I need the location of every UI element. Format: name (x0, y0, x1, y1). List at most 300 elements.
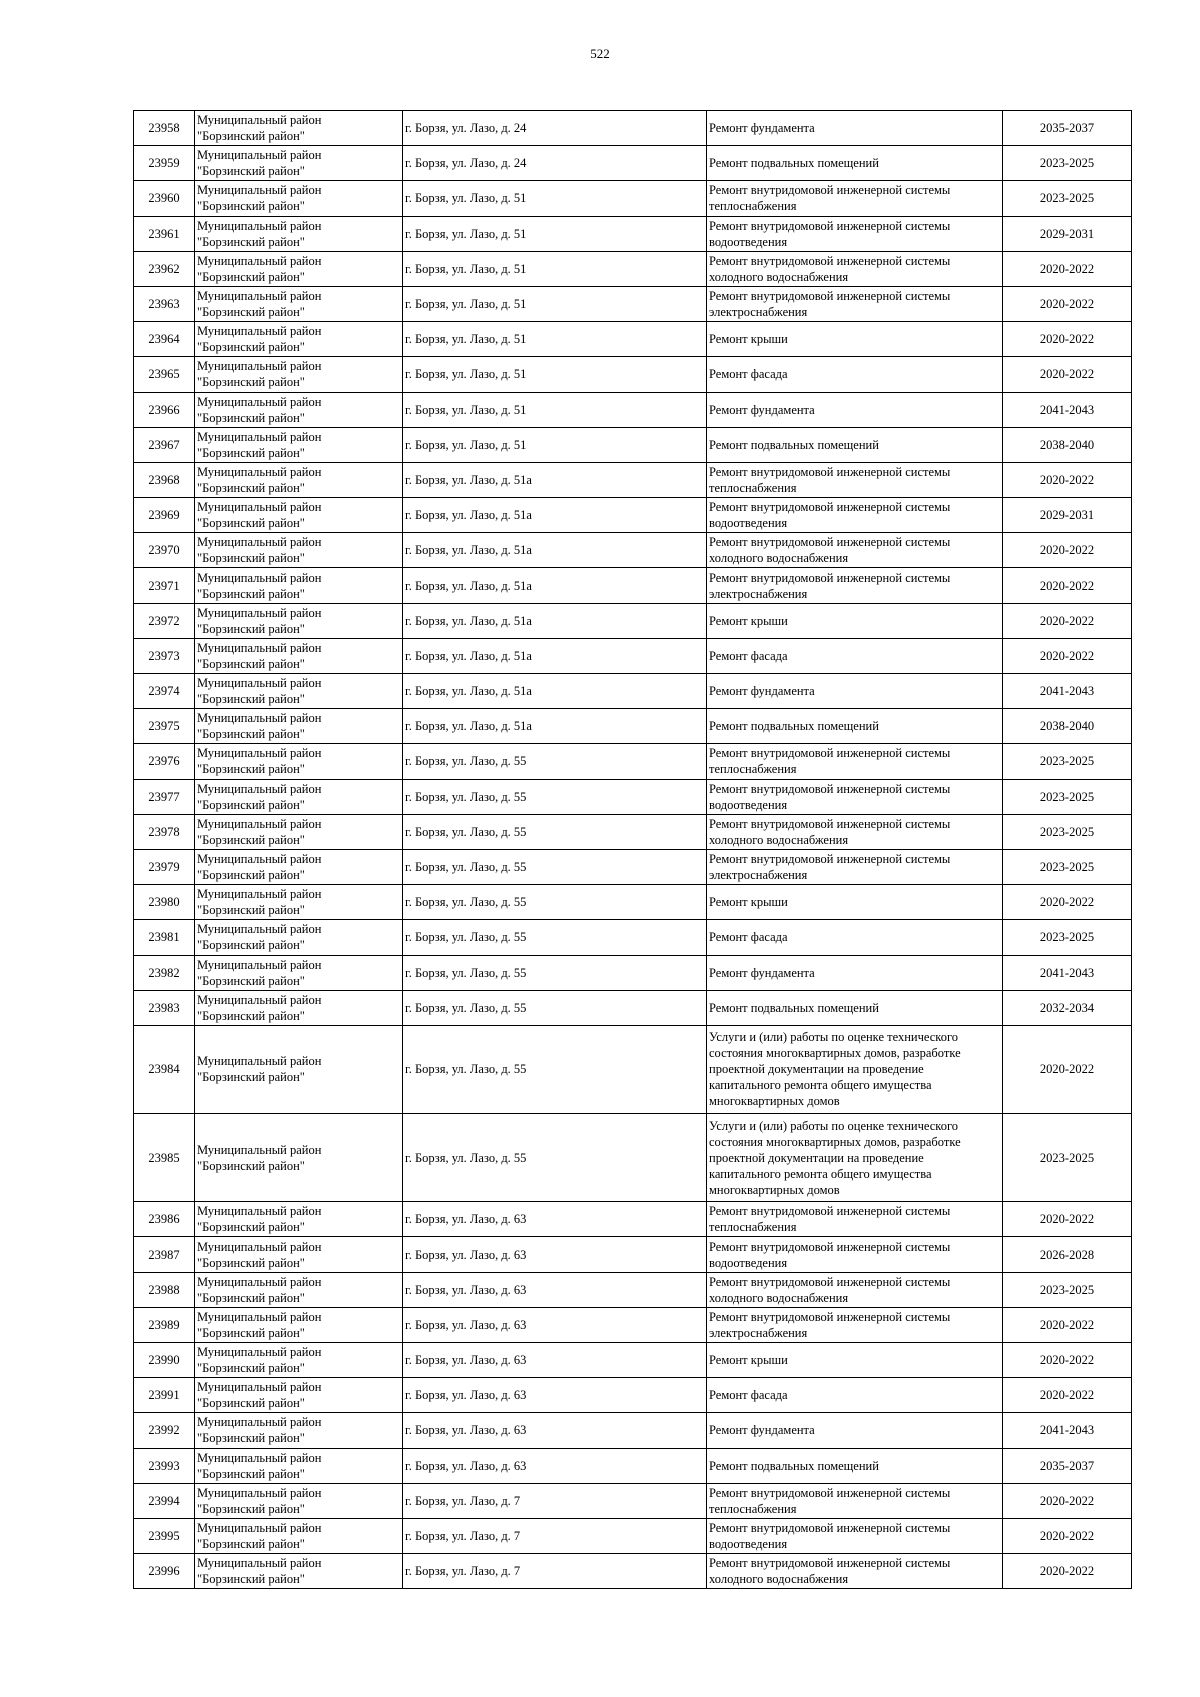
address-cell (403, 1413, 707, 1448)
municipality-line: "Борзинский район" (197, 234, 305, 249)
work-type-cell (707, 533, 1003, 568)
municipality-line: Муниципальный район (197, 570, 322, 585)
row-number: 23960 (148, 191, 180, 206)
period-cell (1003, 1413, 1132, 1448)
municipality-cell (195, 1448, 403, 1483)
row-number: 23982 (148, 965, 180, 980)
work-type-line: холодного водоснабжения (709, 832, 849, 847)
period-text: 2029-2031 (1039, 226, 1095, 241)
address-cell (403, 533, 707, 568)
address-text: г. Борзя, ул. Лазо, д. 51а (405, 578, 532, 593)
period-text: 2020-2022 (1039, 648, 1095, 663)
row-number: 23977 (148, 789, 180, 804)
work-type-cell (707, 357, 1003, 392)
row-number-cell (134, 814, 195, 849)
municipality-line: "Борзинский район" (197, 375, 305, 390)
municipality-cell (195, 1554, 403, 1589)
work-type-line: Ремонт фундамента (709, 684, 815, 699)
municipality-cell (195, 286, 403, 321)
row-number: 23974 (148, 684, 180, 699)
work-type-line: капитального ремонта общего имущества (709, 1166, 932, 1181)
period-cell (1003, 181, 1132, 216)
address-text: г. Борзя, ул. Лазо, д. 51 (405, 261, 527, 276)
address-cell (403, 990, 707, 1025)
period-cell (1003, 533, 1132, 568)
row-number: 23958 (148, 121, 180, 136)
row-number: 23990 (148, 1353, 180, 1368)
row-number-cell (134, 1307, 195, 1342)
work-type-line: Ремонт фасада (709, 648, 788, 663)
address-text: г. Борзя, ул. Лазо, д. 55 (405, 965, 527, 980)
row-number-cell (134, 1554, 195, 1589)
work-type-line: Ремонт внутридомовой инженерной системы (709, 816, 951, 831)
row-number-cell (134, 1202, 195, 1237)
municipality-line: "Борзинский район" (197, 1572, 305, 1587)
work-type-line: Ремонт внутридомовой инженерной системы (709, 218, 951, 233)
work-type-cell (707, 462, 1003, 497)
work-type-line: Ремонт крыши (709, 332, 788, 347)
address-text: г. Борзя, ул. Лазо, д. 51 (405, 226, 527, 241)
municipality-line: "Борзинский район" (197, 1501, 305, 1516)
address-cell (403, 814, 707, 849)
municipality-line: "Борзинский район" (197, 305, 305, 320)
row-number-cell (134, 709, 195, 744)
address-cell (403, 1518, 707, 1553)
address-cell (403, 709, 707, 744)
work-type-cell (707, 568, 1003, 603)
period-text: 2023-2025 (1039, 930, 1095, 945)
municipality-cell (195, 885, 403, 920)
period-text: 2020-2022 (1039, 332, 1095, 347)
table-row (134, 920, 1132, 955)
work-type-line: Ремонт внутридомовой инженерной системы (709, 183, 951, 198)
municipality-line: Муниципальный район (197, 1485, 322, 1500)
municipality-line: Муниципальный район (197, 253, 322, 268)
row-number: 23959 (148, 156, 180, 171)
period-text: 2023-2025 (1039, 789, 1095, 804)
address-text: г. Борзя, ул. Лазо, д. 63 (405, 1212, 527, 1227)
period-cell (1003, 849, 1132, 884)
period-text: 2035-2037 (1039, 1458, 1095, 1473)
municipality-line: Муниципальный район (197, 359, 322, 374)
row-number-cell (134, 392, 195, 427)
period-cell (1003, 674, 1132, 709)
work-type-cell (707, 814, 1003, 849)
work-type-line: Ремонт фундамента (709, 965, 815, 980)
period-text: 2041-2043 (1039, 965, 1095, 980)
work-type-line: капитального ремонта общего имущества (709, 1078, 932, 1093)
period-text: 2041-2043 (1039, 402, 1095, 417)
municipality-line: "Борзинский район" (197, 551, 305, 566)
address-cell (403, 216, 707, 251)
address-text: г. Борзя, ул. Лазо, д. 63 (405, 1353, 527, 1368)
address-cell (403, 498, 707, 533)
municipality-line: Муниципальный район (197, 183, 322, 198)
table-body (134, 111, 1132, 1589)
table-row (134, 814, 1132, 849)
work-type-line: электроснабжения (709, 586, 808, 601)
work-type-cell (707, 849, 1003, 884)
work-type-line: Ремонт внутридомовой инженерной системы (709, 852, 951, 867)
period-cell (1003, 709, 1132, 744)
municipality-line: "Борзинский район" (197, 1220, 305, 1235)
municipality-line: "Борзинский район" (197, 656, 305, 671)
work-type-cell (707, 216, 1003, 251)
municipality-line: "Борзинский район" (197, 938, 305, 953)
period-cell (1003, 955, 1132, 990)
address-cell (403, 1343, 707, 1378)
row-number: 23988 (148, 1282, 180, 1297)
address-text: г. Борзя, ул. Лазо, д. 63 (405, 1388, 527, 1403)
work-type-line: электроснабжения (709, 1325, 808, 1340)
table-row (134, 1307, 1132, 1342)
table-row (134, 251, 1132, 286)
table-row (134, 1483, 1132, 1518)
row-number: 23965 (148, 367, 180, 382)
address-cell (403, 568, 707, 603)
address-cell (403, 603, 707, 638)
work-type-line: Услуги и (или) работы по оценке технического (709, 1030, 959, 1045)
municipality-line: Муниципальный район (197, 1450, 322, 1465)
row-number-cell (134, 357, 195, 392)
municipality-line: Муниципальный район (197, 816, 322, 831)
municipality-line: "Борзинский район" (197, 973, 305, 988)
address-cell (403, 251, 707, 286)
work-type-cell (707, 1448, 1003, 1483)
period-text: 2038-2040 (1039, 719, 1095, 734)
row-number: 23981 (148, 930, 180, 945)
municipality-line: Муниципальный район (197, 957, 322, 972)
period-cell (1003, 1272, 1132, 1307)
row-number: 23964 (148, 332, 180, 347)
table-row (134, 1554, 1132, 1589)
period-text: 2020-2022 (1039, 1529, 1095, 1544)
municipality-line: "Борзинский район" (197, 1325, 305, 1340)
period-text: 2020-2022 (1039, 1317, 1095, 1332)
period-text: 2020-2022 (1039, 1353, 1095, 1368)
work-type-line: теплоснабжения (709, 199, 797, 214)
address-text: г. Борзя, ул. Лазо, д. 55 (405, 1062, 527, 1077)
municipality-line: "Борзинский район" (197, 1255, 305, 1270)
address-text: г. Борзя, ул. Лазо, д. 51 (405, 367, 527, 382)
period-cell (1003, 568, 1132, 603)
municipality-line: Муниципальный район (197, 429, 322, 444)
row-number-cell (134, 111, 195, 146)
period-text: 2020-2022 (1039, 297, 1095, 312)
work-type-cell (707, 1483, 1003, 1518)
address-cell (403, 1237, 707, 1272)
period-text: 2020-2022 (1039, 613, 1095, 628)
work-type-line: водоотведения (709, 797, 788, 812)
address-text: г. Борзя, ул. Лазо, д. 63 (405, 1458, 527, 1473)
municipality-line: Муниципальный район (197, 218, 322, 233)
period-cell (1003, 1114, 1132, 1202)
municipality-cell (195, 1025, 403, 1113)
municipality-line: Муниципальный район (197, 1345, 322, 1360)
address-text: г. Борзя, ул. Лазо, д. 55 (405, 789, 527, 804)
table-row (134, 181, 1132, 216)
row-number: 23967 (148, 437, 180, 452)
row-number-cell (134, 1272, 195, 1307)
row-number-cell (134, 146, 195, 181)
row-number: 23972 (148, 613, 180, 628)
period-text: 2020-2022 (1039, 472, 1095, 487)
municipality-line: Муниципальный район (197, 500, 322, 515)
row-number-cell (134, 462, 195, 497)
period-cell (1003, 1554, 1132, 1589)
municipality-line: Муниципальный район (197, 605, 322, 620)
municipality-cell (195, 216, 403, 251)
municipality-line: Муниципальный район (197, 992, 322, 1007)
work-type-line: Ремонт фасада (709, 930, 788, 945)
municipality-line: "Борзинский район" (197, 1537, 305, 1552)
address-text: г. Борзя, ул. Лазо, д. 63 (405, 1423, 527, 1438)
address-cell (403, 1202, 707, 1237)
work-type-cell (707, 251, 1003, 286)
address-text: г. Борзя, ул. Лазо, д. 55 (405, 860, 527, 875)
row-number: 23985 (148, 1150, 180, 1165)
work-type-line: Ремонт внутридомовой инженерной системы (709, 500, 951, 515)
work-type-line: электроснабжения (709, 305, 808, 320)
row-number: 23987 (148, 1247, 180, 1262)
address-cell (403, 1483, 707, 1518)
address-cell (403, 1307, 707, 1342)
municipality-line: Муниципальный район (197, 148, 322, 163)
row-number: 23984 (148, 1062, 180, 1077)
municipality-line: Муниципальный район (197, 113, 322, 128)
address-text: г. Борзя, ул. Лазо, д. 51 (405, 332, 527, 347)
table-row (134, 533, 1132, 568)
address-cell (403, 955, 707, 990)
work-type-cell (707, 392, 1003, 427)
table-row (134, 1202, 1132, 1237)
address-text: г. Борзя, ул. Лазо, д. 51а (405, 543, 532, 558)
table-row (134, 744, 1132, 779)
municipality-line: "Борзинский район" (197, 621, 305, 636)
municipality-line: Муниципальный район (197, 1521, 322, 1536)
municipality-line: Муниципальный район (197, 676, 322, 691)
work-type-line: Ремонт подвальных помещений (709, 437, 879, 452)
address-text: г. Борзя, ул. Лазо, д. 7 (405, 1493, 521, 1508)
work-type-line: многоквартирных домов (709, 1182, 840, 1197)
row-number-cell (134, 1413, 195, 1448)
work-type-line: Ремонт крыши (709, 895, 788, 910)
work-type-line: Ремонт внутридомовой инженерной системы (709, 570, 951, 585)
work-type-cell (707, 990, 1003, 1025)
municipality-cell (195, 1518, 403, 1553)
address-cell (403, 674, 707, 709)
period-cell (1003, 1202, 1132, 1237)
table-row (134, 1237, 1132, 1272)
municipality-line: "Борзинский район" (197, 1466, 305, 1481)
address-cell (403, 779, 707, 814)
municipality-line: "Борзинский район" (197, 1361, 305, 1376)
address-text: г. Борзя, ул. Лазо, д. 51а (405, 648, 532, 663)
row-number: 23969 (148, 508, 180, 523)
period-text: 2020-2022 (1039, 1062, 1095, 1077)
municipality-line: Муниципальный район (197, 464, 322, 479)
municipality-cell (195, 744, 403, 779)
address-cell (403, 1448, 707, 1483)
municipality-line: "Борзинский район" (197, 1070, 305, 1085)
table-row (134, 1025, 1132, 1113)
repair-schedule-table (133, 110, 1132, 1589)
row-number: 23983 (148, 1000, 180, 1015)
address-cell (403, 638, 707, 673)
work-type-cell (707, 427, 1003, 462)
period-cell (1003, 638, 1132, 673)
municipality-line: "Борзинский район" (197, 164, 305, 179)
work-type-cell (707, 1343, 1003, 1378)
row-number-cell (134, 1448, 195, 1483)
municipality-line: "Борзинский район" (197, 797, 305, 812)
work-type-cell (707, 1518, 1003, 1553)
table-row (134, 779, 1132, 814)
municipality-line: Муниципальный район (197, 394, 322, 409)
row-number-cell (134, 603, 195, 638)
municipality-line: Муниципальный район (197, 1142, 322, 1157)
row-number: 23963 (148, 297, 180, 312)
row-number-cell (134, 674, 195, 709)
row-number-cell (134, 216, 195, 251)
work-type-line: холодного водоснабжения (709, 269, 849, 284)
period-text: 2023-2025 (1039, 754, 1095, 769)
work-type-cell (707, 1413, 1003, 1448)
work-type-cell (707, 1307, 1003, 1342)
work-type-cell (707, 674, 1003, 709)
address-text: г. Борзя, ул. Лазо, д. 55 (405, 1150, 527, 1165)
period-text: 2020-2022 (1039, 1564, 1095, 1579)
address-text: г. Борзя, ул. Лазо, д. 51а (405, 613, 532, 628)
work-type-line: многоквартирных домов (709, 1094, 840, 1109)
table-row (134, 1272, 1132, 1307)
address-cell (403, 1025, 707, 1113)
municipality-line: "Борзинский район" (197, 1290, 305, 1305)
period-cell (1003, 1307, 1132, 1342)
period-cell (1003, 111, 1132, 146)
period-text: 2020-2022 (1039, 895, 1095, 910)
period-text: 2023-2025 (1039, 824, 1095, 839)
work-type-line: Ремонт внутридомовой инженерной системы (709, 1556, 951, 1571)
municipality-line: Муниципальный район (197, 640, 322, 655)
row-number-cell (134, 1343, 195, 1378)
period-cell (1003, 990, 1132, 1025)
address-cell (403, 322, 707, 357)
municipality-line: "Борзинский район" (197, 727, 305, 742)
work-type-cell (707, 709, 1003, 744)
period-cell (1003, 216, 1132, 251)
address-cell (403, 111, 707, 146)
municipality-cell (195, 1483, 403, 1518)
municipality-cell (195, 111, 403, 146)
period-text: 2020-2022 (1039, 1388, 1095, 1403)
municipality-line: Муниципальный район (197, 1556, 322, 1571)
work-type-cell (707, 498, 1003, 533)
municipality-line: "Борзинский район" (197, 762, 305, 777)
work-type-cell (707, 1237, 1003, 1272)
row-number: 23980 (148, 895, 180, 910)
municipality-line: Муниципальный район (197, 535, 322, 550)
municipality-line: "Борзинский район" (197, 516, 305, 531)
municipality-line: "Борзинский район" (197, 903, 305, 918)
work-type-line: Ремонт фасада (709, 1388, 788, 1403)
work-type-line: водоотведения (709, 234, 788, 249)
table-row (134, 498, 1132, 533)
period-text: 2035-2037 (1039, 121, 1095, 136)
row-number: 23996 (148, 1564, 180, 1579)
municipality-cell (195, 1413, 403, 1448)
row-number-cell (134, 286, 195, 321)
municipality-line: Муниципальный район (197, 781, 322, 796)
period-cell (1003, 392, 1132, 427)
municipality-line: "Борзинский район" (197, 1431, 305, 1446)
municipality-line: Муниципальный район (197, 852, 322, 867)
municipality-cell (195, 427, 403, 462)
row-number-cell (134, 744, 195, 779)
municipality-line: "Борзинский район" (197, 269, 305, 284)
work-type-cell (707, 286, 1003, 321)
municipality-cell (195, 603, 403, 638)
municipality-line: Муниципальный район (197, 1239, 322, 1254)
work-type-cell (707, 181, 1003, 216)
period-cell (1003, 1483, 1132, 1518)
period-cell (1003, 498, 1132, 533)
work-type-cell (707, 1554, 1003, 1589)
period-text: 2023-2025 (1039, 156, 1095, 171)
period-cell (1003, 744, 1132, 779)
municipality-cell (195, 251, 403, 286)
municipality-line: Муниципальный район (197, 1380, 322, 1395)
municipality-cell (195, 1202, 403, 1237)
address-cell (403, 286, 707, 321)
municipality-cell (195, 322, 403, 357)
work-type-line: Ремонт подвальных помещений (709, 719, 879, 734)
address-cell (403, 357, 707, 392)
period-text: 2023-2025 (1039, 1150, 1095, 1165)
work-type-line: Ремонт внутридомовой инженерной системы (709, 1309, 951, 1324)
work-type-line: Ремонт внутридомовой инженерной системы (709, 1204, 951, 1219)
table-row (134, 462, 1132, 497)
address-text: г. Борзя, ул. Лазо, д. 24 (405, 121, 527, 136)
work-type-line: Услуги и (или) работы по оценке технического (709, 1118, 959, 1133)
address-cell (403, 146, 707, 181)
municipality-line: Муниципальный район (197, 1054, 322, 1069)
address-text: г. Борзя, ул. Лазо, д. 51а (405, 684, 532, 699)
address-cell (403, 427, 707, 462)
address-text: г. Борзя, ул. Лазо, д. 51а (405, 508, 532, 523)
table-row (134, 286, 1132, 321)
row-number: 23971 (148, 578, 180, 593)
period-cell (1003, 920, 1132, 955)
municipality-cell (195, 955, 403, 990)
period-cell (1003, 779, 1132, 814)
municipality-cell (195, 1343, 403, 1378)
period-cell (1003, 357, 1132, 392)
municipality-cell (195, 779, 403, 814)
row-number-cell (134, 885, 195, 920)
municipality-cell (195, 920, 403, 955)
period-cell (1003, 322, 1132, 357)
row-number-cell (134, 1025, 195, 1113)
period-cell (1003, 1237, 1132, 1272)
row-number-cell (134, 181, 195, 216)
period-text: 2029-2031 (1039, 508, 1095, 523)
work-type-line: Ремонт подвальных помещений (709, 1000, 879, 1015)
period-text: 2023-2025 (1039, 191, 1095, 206)
work-type-cell (707, 111, 1003, 146)
row-number-cell (134, 427, 195, 462)
period-cell (1003, 251, 1132, 286)
